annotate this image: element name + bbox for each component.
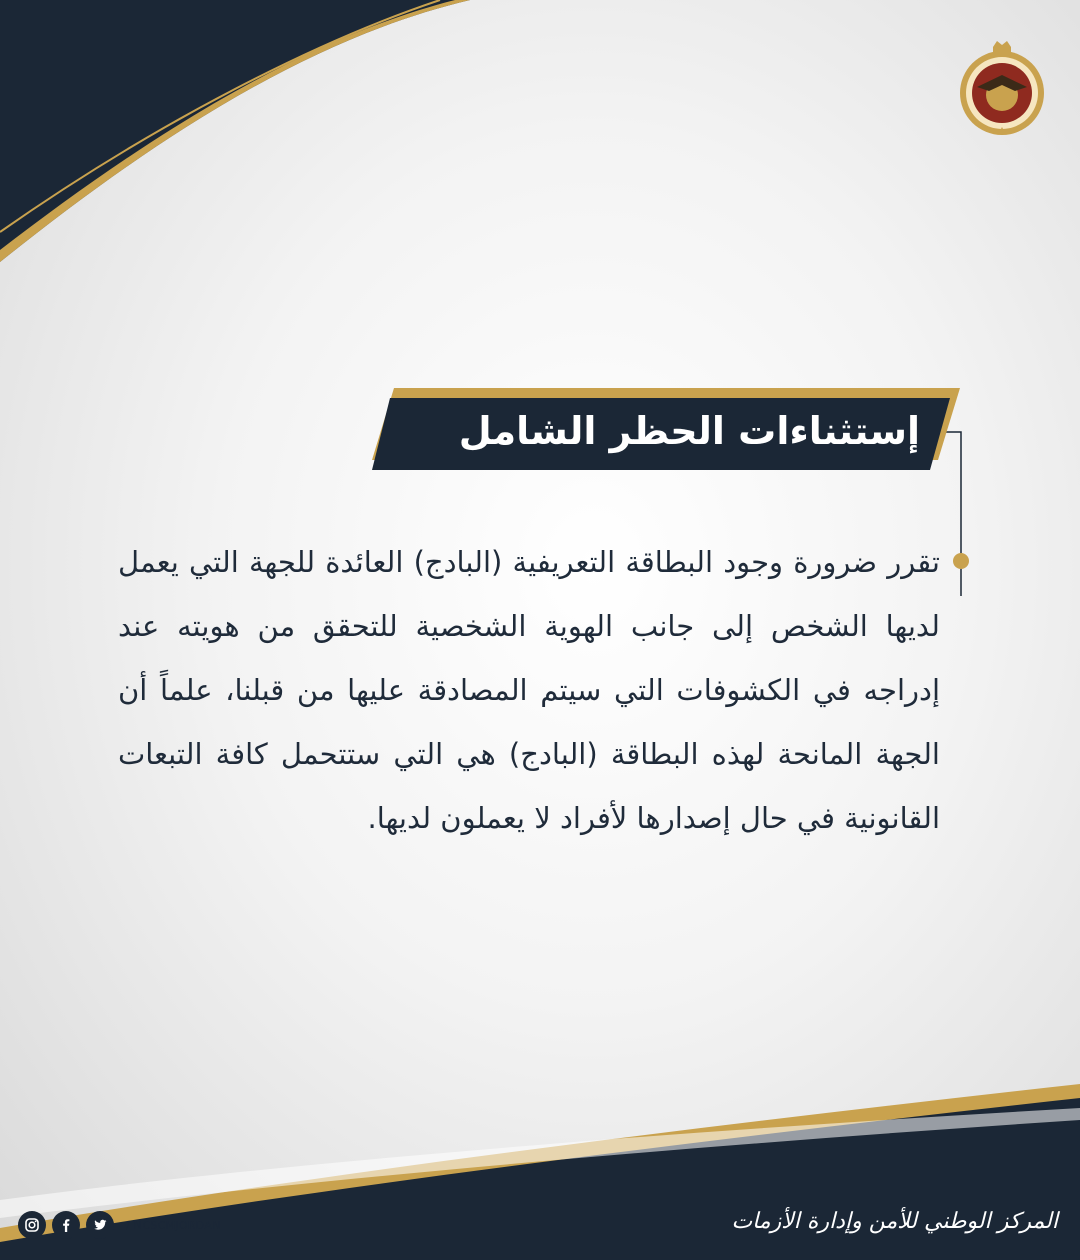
social-handle[interactable]: / NCSCMJORDAN (126, 1218, 221, 1232)
organization-signature: المركز الوطني للأمن وإدارة الأزمات (731, 1209, 1058, 1234)
title-banner (372, 388, 960, 472)
emblem-logo (955, 37, 1049, 137)
social-links (18, 1210, 221, 1240)
instagram-icon[interactable] (18, 1211, 46, 1239)
top-left-navy-swoosh (0, 0, 470, 262)
page-title: إستثناءات الحظر الشامل (458, 409, 920, 453)
bullet-dot (953, 553, 969, 569)
twitter-icon[interactable] (86, 1211, 114, 1239)
facebook-icon[interactable] (52, 1211, 80, 1239)
body-paragraph: تقرر ضرورة وجود البطاقة التعريفية (البادج) العائدة للجهة التي يعمل لديها الشخص إلى جانب الهوية الشخصية للتحقق من هويته عند إدراجه في الكشوفات التي سيتم المصادقة عليها من قبلنا، علماً أن الجهة المانحة لهذه البطاقة (البادج) هي التي ستتحمل كافة التبعات القانونية في حال إصدارها لأفراد لا يعملون لديها. (118, 545, 940, 835)
